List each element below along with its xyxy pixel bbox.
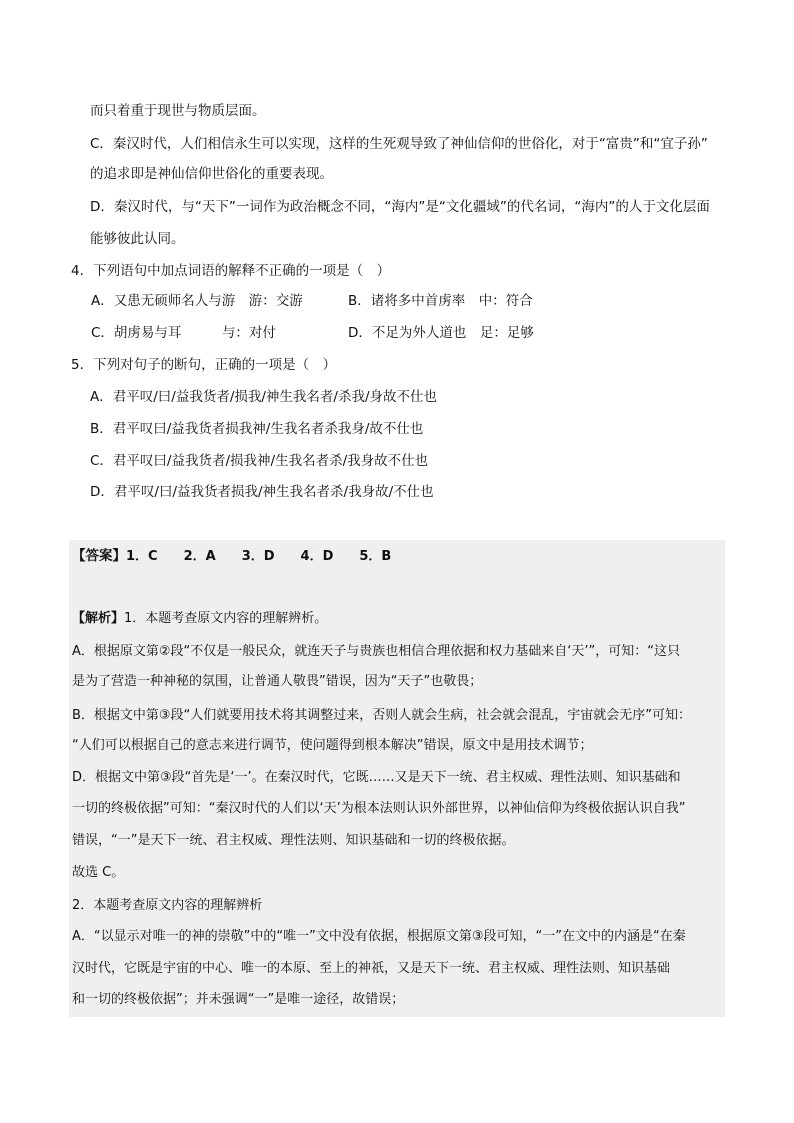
analysis-intro: 1．本题考查原文内容的理解辨析。 bbox=[124, 611, 328, 626]
question-5-option-c: C．君平叹曰/益我货者/损我神/生我名者杀/我身故不仕也 bbox=[90, 453, 429, 469]
answer-line bbox=[72, 546, 391, 567]
analysis-q2-a-line-3: 和一切的终极依据”；并未强调“一”是唯一途径，故错误； bbox=[72, 992, 405, 1007]
question-5-option-a: A．君平叹/曰/益我货者/损我/神生我名者/杀我/身故不仕也 bbox=[90, 389, 438, 405]
analysis-d-line-2: 一切的终极依据”可知：“秦汉时代的人们以‘天’为根本法则认识外部世界，以神仙信仰为终极依据认识自我” bbox=[72, 801, 686, 816]
analysis-q2-a-line-1: A．“以显示对唯一的神的崇敬”中的“唯一”文中没有依据，根据原文第③段可知，“一”在文中的内涵是“在秦 bbox=[72, 929, 686, 944]
answer-list: 1．C 2．A 3．D 4．D 5．B bbox=[126, 549, 392, 564]
analysis-a-line-2: 是为了营造一种神秘的氛围，让普通人敬畏”错误，因为“天子”也敬畏； bbox=[72, 674, 483, 689]
question-4-stem: 4．下列语句中加点词语的解释不正确的一项是（ ） bbox=[71, 263, 391, 279]
option-c-line-1: C．秦汉时代，人们相信永生可以实现，这样的生死观导致了神仙信仰的世俗化，对于“富贵”和“宜子孙” bbox=[90, 136, 708, 152]
option-d-line-2: 能够彼此认同。 bbox=[90, 231, 185, 247]
analysis-q2-intro: 2．本题考查原文内容的理解辨析 bbox=[72, 898, 263, 913]
question-4-option-d: D．不足为外人道也 足：足够 bbox=[348, 325, 534, 341]
analysis-d-line-1: D．根据文中第③段“首先是‘一’。在秦汉时代，它既……又是天下一统、君主权威、理性法则、知识基础和 bbox=[72, 770, 681, 785]
analysis-b-line-2: “人们可以根据自己的意志来进行调节，使问题得到根本解决”错误，原文中是用技术调节； bbox=[72, 738, 593, 753]
question-5-stem: 5．下列对句子的断句，正确的一项是（ ） bbox=[71, 357, 337, 373]
question-4-option-b: B．诸将多中首虏率 中：符合 bbox=[348, 293, 533, 309]
analysis-label: 【解析】 bbox=[72, 611, 125, 626]
question-4-option-a: A．又患无硕师名人与游 游：交游 bbox=[91, 293, 303, 309]
analysis-conclusion: 故选 C。 bbox=[72, 865, 125, 880]
analysis-q2-a-line-2: 汉时代，它既是宇宙的中心、唯一的本原、至上的神祇，又是天下一统、君主权威、理性法则、知识基础 bbox=[72, 961, 671, 976]
option-b-continuation: 而只着重于现世与物质层面。 bbox=[90, 103, 266, 119]
analysis-d-line-3: 错误，“一”是天下一统、君主权威、理性法则、知识基础和一切的终极依据。 bbox=[72, 833, 515, 848]
analysis-b-line-1: B．根据文中第③段“人们就要用技术将其调整过来，否则人就会生病，社会就会混乱，宇宙就会无序”可知： bbox=[72, 708, 692, 723]
question-4-option-c: C．胡虏易与耳 与：对付 bbox=[91, 325, 276, 341]
analysis-intro-line bbox=[72, 609, 327, 629]
answer-label: 【答案】 bbox=[72, 548, 126, 564]
analysis-a-line-1: A．根据原文第②段“不仅是一般民众，就连天子与贵族也相信合理依据和权力基础来自‘天’”，可知：“这只 bbox=[72, 644, 681, 659]
question-5-option-b: B．君平叹曰/益我货者损我神/生我名者杀我身/故不仕也 bbox=[90, 421, 424, 437]
question-5-option-d: D．君平叹/曰/益我货者损我/神生我名者杀/我身故/不仕也 bbox=[90, 484, 434, 500]
option-c-line-2: 的追求即是神仙信仰世俗化的重要表现。 bbox=[90, 166, 333, 182]
option-d-line-1: D．秦汉时代，与“天下”一词作为政治概念不同，“海内”是“文化疆域”的代名词，“海内”的人于文化层面 bbox=[90, 199, 710, 215]
